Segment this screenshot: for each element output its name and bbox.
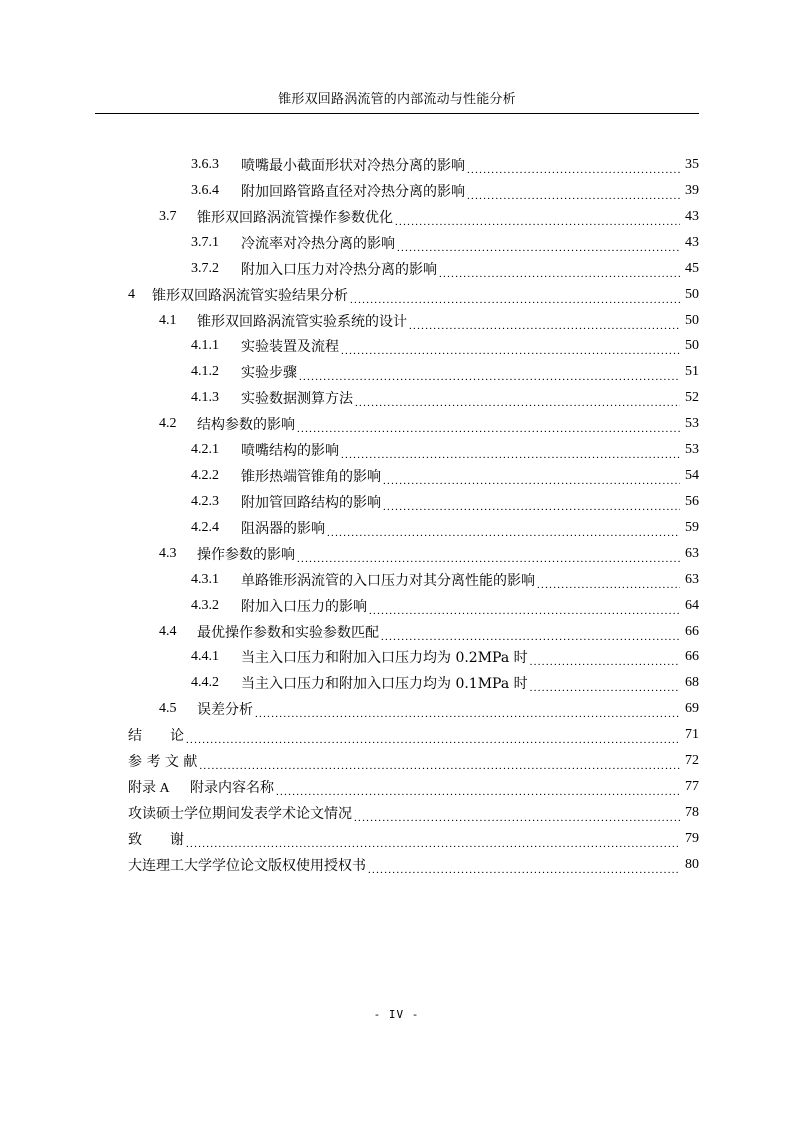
toc-entry-title: 最优操作参数和实验参数匹配 — [197, 624, 379, 641]
toc-entry[interactable] — [191, 359, 699, 385]
toc-entry-page: 63 — [685, 545, 699, 561]
toc-entry-title: 攻读硕士学位期间发表学术论文情况 — [128, 806, 352, 822]
toc-entry[interactable] — [191, 515, 699, 541]
header-rule — [95, 113, 699, 114]
toc-entry-number: 附录 A — [128, 781, 170, 797]
toc-entry-page: 80 — [685, 856, 699, 872]
toc-entry-title: 误差分析 — [197, 702, 253, 719]
toc-entry-number: 4.2.3 — [191, 493, 219, 509]
toc-entry-title: 喷嘴最小截面形状对冷热分离的影响 — [241, 158, 465, 174]
toc-entry-page: 50 — [685, 286, 699, 302]
toc-entry-title: 大连理工大学学位论文版权使用授权书 — [128, 857, 366, 874]
toc-leader-dots — [341, 450, 680, 460]
toc-entry-number: 4.4.2 — [191, 675, 219, 691]
toc-entry[interactable] — [191, 670, 699, 696]
toc-leader-dots — [383, 476, 680, 486]
toc-entry-title: 当主入口压力和附加入口压力均为 0.1MPa 时 — [241, 676, 528, 693]
toc-entry-page: 71 — [685, 727, 699, 743]
toc-entry-page: 77 — [685, 779, 699, 795]
toc-entry-page: 66 — [685, 623, 699, 639]
toc-entry-title: 锥形热端管锥角的影响 — [241, 469, 381, 486]
toc-leader-dots — [354, 813, 680, 823]
toc-entry[interactable] — [128, 748, 699, 774]
toc-leader-dots — [186, 839, 680, 849]
toc-entry-number: 4.1 — [159, 312, 177, 328]
toc-entry-page: 72 — [685, 753, 699, 769]
toc-leader-dots — [355, 398, 680, 408]
toc-entry[interactable] — [191, 567, 699, 593]
toc-leader-dots — [467, 165, 680, 175]
toc-entry-title: 附加管回路结构的影响 — [241, 494, 381, 511]
toc-entry-page: 53 — [685, 442, 699, 458]
toc-entry-title: 附加入口压力对冷热分离的影响 — [241, 261, 437, 278]
toc-entry-number: 3.7.2 — [191, 260, 219, 276]
toc-entry-page: 56 — [685, 493, 699, 509]
toc-entry-page: 78 — [685, 805, 699, 820]
toc-entry[interactable] — [159, 411, 699, 437]
toc-entry[interactable] — [191, 178, 699, 204]
toc-entry-title: 锥形双回路涡流管实验结果分析 — [152, 287, 348, 304]
toc-entry-page: 35 — [685, 157, 699, 172]
toc-entry-title: 附加入口压力的影响 — [241, 598, 367, 615]
toc-leader-dots — [467, 191, 680, 201]
toc-entry-number: 4.1.1 — [191, 338, 219, 354]
toc-leader-dots — [297, 554, 680, 564]
toc-entry-number: 4.2.4 — [191, 519, 219, 535]
toc-entry-page: 79 — [685, 830, 699, 846]
toc-entry-number: 4.1.3 — [191, 390, 219, 406]
toc-entry-page: 59 — [685, 519, 699, 535]
toc-entry[interactable] — [191, 463, 699, 489]
toc-leader-dots — [537, 580, 680, 590]
toc-entry-title: 阻涡器的影响 — [241, 520, 325, 537]
toc-entry-title: 参 考 文 献 — [128, 754, 198, 771]
toc-entry[interactable] — [191, 152, 699, 178]
toc-entry-number: 4 — [128, 286, 135, 302]
toc-leader-dots — [199, 761, 680, 771]
toc-entry-number: 3.7 — [159, 208, 177, 224]
toc-entry[interactable] — [128, 852, 699, 878]
toc-entry[interactable] — [128, 774, 699, 800]
toc-entry-page: 45 — [685, 260, 699, 276]
toc-entry-number: 4.2.2 — [191, 468, 219, 484]
toc-leader-dots — [395, 217, 680, 227]
toc-entry-page: 68 — [685, 675, 699, 691]
toc-entry[interactable] — [159, 204, 699, 230]
toc-entry[interactable] — [191, 644, 699, 670]
toc-entry-page: 66 — [685, 649, 699, 665]
toc-entry-number: 4.3 — [159, 545, 177, 561]
toc-entry[interactable] — [191, 437, 699, 463]
toc-entry[interactable] — [159, 308, 699, 334]
toc-entry-page: 63 — [685, 571, 699, 587]
toc-entry-page: 51 — [685, 364, 699, 380]
toc-entry-title: 附加回路管路直径对冷热分离的影响 — [241, 183, 465, 200]
toc-entry-page: 43 — [685, 208, 699, 224]
toc-entry-title: 操作参数的影响 — [197, 546, 295, 563]
toc-leader-dots — [397, 243, 680, 253]
toc-leader-dots — [297, 424, 680, 434]
toc-entry-number: 4.2.1 — [191, 442, 219, 458]
toc-entry-number: 4.3.1 — [191, 571, 219, 587]
toc-entry[interactable] — [191, 489, 699, 515]
toc-leader-dots — [368, 865, 680, 875]
toc-entry[interactable] — [191, 256, 699, 282]
toc-entry-number: 4.3.2 — [191, 597, 219, 613]
toc-leader-dots — [383, 502, 680, 512]
toc-entry[interactable] — [191, 593, 699, 619]
toc-entry-number: 3.6.4 — [191, 182, 219, 198]
toc-leader-dots — [186, 735, 680, 745]
toc-entry-title: 实验装置及流程 — [241, 339, 339, 356]
toc-entry-page: 43 — [685, 234, 699, 250]
toc-entry[interactable] — [191, 230, 699, 256]
toc-entry-title: 致 谢 — [128, 831, 184, 848]
toc-entry-title: 冷流率对冷热分离的影响 — [241, 235, 395, 252]
toc-entry-number: 3.6.3 — [191, 157, 219, 172]
toc-entry-number: 4.1.2 — [191, 364, 219, 380]
toc-leader-dots — [369, 606, 680, 616]
toc-entry-number: 3.7.1 — [191, 234, 219, 250]
page-number: - IV - — [373, 1008, 420, 1021]
toc-entry-page: 50 — [685, 338, 699, 354]
toc-entry-title: 单路锥形涡流管的入口压力对其分离性能的影响 — [241, 572, 535, 589]
toc-entry-title: 喷嘴结构的影响 — [241, 443, 339, 460]
toc-entry[interactable] — [159, 541, 699, 567]
toc-entry-number: 4.4.1 — [191, 649, 219, 665]
toc-entry[interactable] — [159, 696, 699, 722]
toc-entry-number: 4.4 — [159, 623, 177, 639]
toc-entry-page: 64 — [685, 597, 699, 613]
toc-leader-dots — [530, 657, 680, 667]
toc-entry-title: 实验步骤 — [241, 365, 297, 382]
toc-leader-dots — [299, 372, 680, 382]
toc-entry-number: 4.2 — [159, 416, 177, 432]
toc-entry[interactable] — [128, 282, 699, 308]
toc-entry[interactable] — [128, 800, 699, 826]
toc-leader-dots — [409, 321, 680, 331]
toc-entry-number: 4.5 — [159, 701, 177, 717]
toc-entry-page: 52 — [685, 390, 699, 406]
toc-leader-dots — [350, 295, 680, 305]
toc-entry-title: 实验数据测算方法 — [241, 391, 353, 408]
toc-entry-title: 锥形双回路涡流管实验系统的设计 — [197, 313, 407, 330]
toc-entry-page: 50 — [685, 312, 699, 328]
toc-entry-page: 39 — [685, 182, 699, 198]
toc-entry-title: 结构参数的影响 — [197, 417, 295, 434]
toc-leader-dots — [255, 709, 680, 719]
toc-entry[interactable] — [128, 722, 699, 748]
toc-leader-dots — [276, 787, 680, 797]
toc-leader-dots — [439, 269, 680, 279]
toc-entry-title: 锥形双回路涡流管操作参数优化 — [197, 209, 393, 226]
toc-entry-page: 69 — [685, 701, 699, 717]
toc-leader-dots — [530, 683, 680, 693]
toc-entry[interactable] — [191, 385, 699, 411]
running-header: 锥形双回路涡流管的内部流动与性能分析 — [278, 92, 516, 107]
toc-entry-title: 结 论 — [128, 728, 184, 745]
toc-entry-page: 53 — [685, 416, 699, 432]
toc-entry[interactable] — [128, 826, 699, 852]
toc-leader-dots — [327, 528, 680, 538]
toc-entry-title: 附录内容名称 — [190, 780, 274, 797]
toc-entry-page: 54 — [685, 468, 699, 484]
toc-entry[interactable] — [159, 619, 699, 645]
toc-entry-title: 当主入口压力和附加入口压力均为 0.2MPa 时 — [241, 650, 528, 667]
toc-leader-dots — [381, 632, 680, 642]
toc-leader-dots — [341, 346, 680, 356]
toc-entry[interactable] — [191, 333, 699, 359]
